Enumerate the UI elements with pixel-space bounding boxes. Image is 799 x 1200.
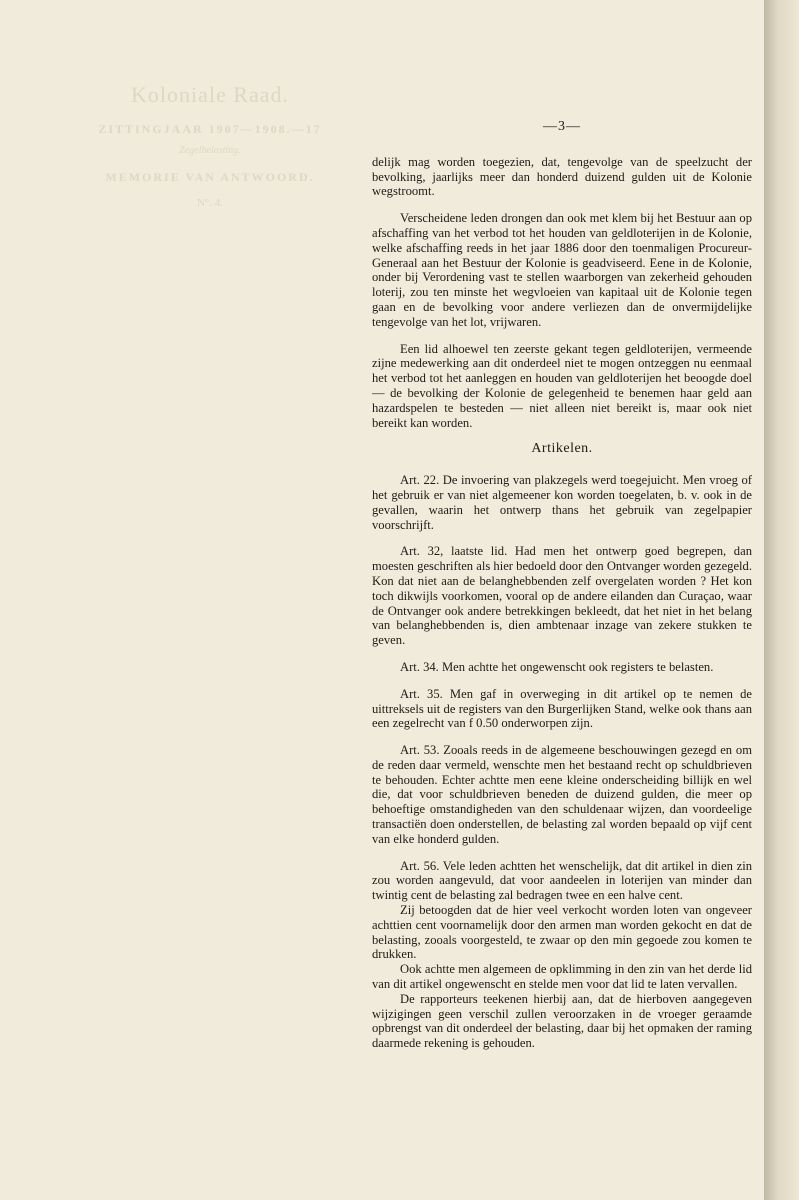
page-number: —3—	[543, 119, 581, 134]
section-heading: Artikelen.	[531, 441, 593, 457]
ghost-line-4: MEMORIE VAN ANTWOORD.	[105, 170, 315, 184]
closing-paragraph: De rapporteurs teekenen hierbij aan, dat de hierboven aangegeven wijzigingen geen verschil zullen veroorzaken in de vroeger geraamde opbrengst van dit onderdeel der belasting, daar bij het opmaken der raming daarmede rekening is gehouden.	[372, 991, 752, 1051]
paragraph-continuation: delijk mag worden toegezien, dat, tengevolge van de speelzucht der bevolking, jaarlijks meer dan honderd duizend gulden uit de Kolonie wegstroomt.	[372, 154, 752, 199]
article-22: Art. 22. De invoering van plakzegels werd toegejuicht. Men vroeg of het gebruik er van niet algemeener kon worden toegelaten, b. v. ook in de gevallen, waarin het ontwerp thans het gebruik van zegelpapier voorschrijft.	[372, 473, 752, 532]
ghost-line-3: Zegelbelasting.	[179, 145, 241, 156]
paragraph: Verscheidene leden drongen dan ook met klem bij het Bestuur aan op afschaffing van het verbod tot het houden van geldloterijen in de Kolonie, welke afschaffing reeds in het jaar 1886 door den toenmaligen Procureur-Generaal aan het Bestuur der Kolonie is geadviseerd. Eene in de Kolonie, onder bij Verordening vast te stellen waarborgen van zekerheid gehouden loterij, zou ten minste het wegvloeien van kapitaal uit de Kolonie tegen gaan en de bevolking voor andere verliezen dan de onvermijdelijke tengevolge van het lot, vrijwaren.	[372, 211, 752, 329]
article-53: Art. 53. Zooals reeds in de algemeene beschouwingen gezegd en om de reden daar vermeld, wenschte men het bestaand recht op schuldbrieven te behouden. Echter achtte men eene kleine onderscheiding billijk en wel die, dat voor schuldbrieven beneden de duizend gulden, die meer op behoeftige omstandigheden van den schuldenaar wijzen, dan voordeelige transactiën doen onderstellen, de belasting zal worden bepaald op vijf cent van elke honderd gulden.	[372, 743, 752, 846]
ghost-line-1: Koloniale Raad.	[131, 82, 289, 107]
article-56: Art. 56. Vele leden achtten het wenschelijk, dat dit artikel in dien zin zou worden aangevuld, dat voor aandeelen in loterijen van minder dan twintig cent de belasting zal bedragen twee en een halve cent.	[372, 858, 752, 903]
page-edge	[764, 0, 799, 1200]
article-32: Art. 32, laatste lid. Had men het ontwerp goed begrepen, dan moesten geschriften als hier bedoeld door den Ontvanger worden gezegeld. Kon dat niet aan de belanghebbenden zelf overgelaten worden ? Het kon toch dikwijls voorkomen, vooral op de andere eilanden dan Curaçao, waar de Ontvanger ook andere betrekkingen bekleedt, dat het niet in het belang van belanghebbenden is, dien ambtenaar inzage van zekere stukken te geven.	[372, 544, 752, 648]
article-35: Art. 35. Men gaf in overweging in dit artikel op te nemen de uittreksels uit de registers van den Burgerlijken Stand, welke ook thans aan een zegelrecht van f 0.50 onderworpen zijn.	[372, 686, 752, 731]
article-34: Art. 34. Men achtte het ongewenscht ook registers te belasten.	[400, 659, 714, 674]
ghost-line-5: N°. 4.	[196, 197, 224, 209]
text-column	[372, 120, 752, 1051]
closing-paragraph: Zij betoogden dat de hier veel verkocht worden loten van ongeveer achttien cent voornamelijk door den armen man worden gekocht en dat de belasting, zooals voorgesteld, te zwaar op den min gegoede zou komen te drukken.	[372, 903, 752, 962]
paragraph: Een lid alhoewel ten zeerste gekant tegen geldloterijen, vermeende zijne medewerking aan dit onderdeel niet te mogen ontzeggen nu eenmaal het verbod tot het aanleggen en houden van geldloterijen het beoogde doel — de bevolking der Kolonie de gelegenheid te benemen haar geld aan hazardspelen te besteden — niet alleen niet bereikt is, maar ook niet bereikt kan worden.	[372, 341, 752, 430]
ghost-line-2: ZITTINGJAAR 1907—1908.—17	[98, 122, 322, 136]
closing-paragraph: Ook achtte men algemeen de opklimming in den zin van het derde lid van dit artikel ongewenscht en stelde men voor dat lid te laten vervallen.	[372, 962, 752, 992]
show-through-header	[90, 82, 330, 209]
